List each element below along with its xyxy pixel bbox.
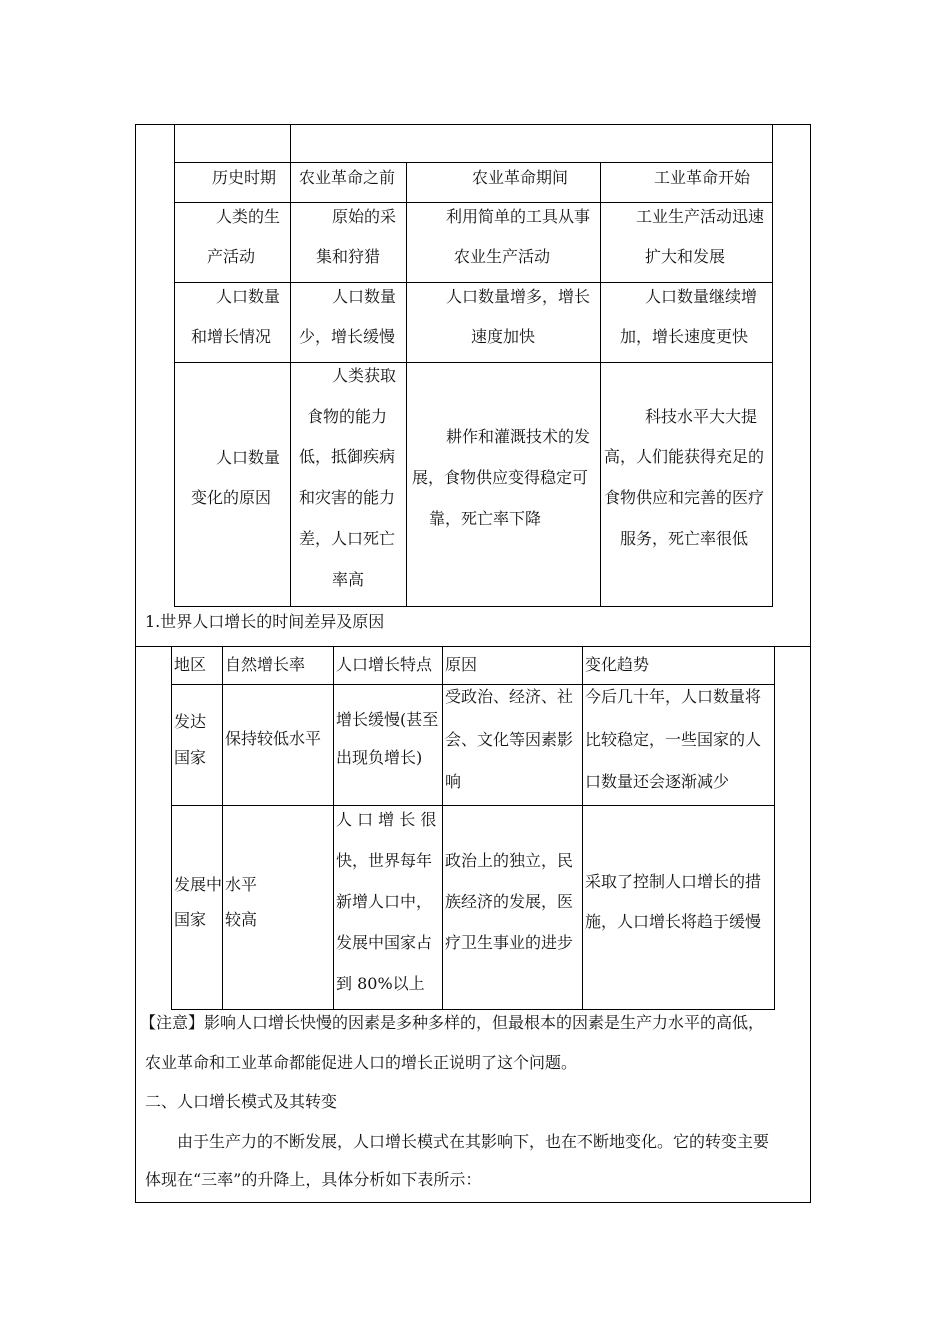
table-cell: 少，增长缓慢 (299, 327, 396, 346)
table-cell: 农业生产活动 (454, 247, 551, 266)
table-cell: 施，人口增长将趋于缓慢 (585, 912, 762, 931)
table-cell: 展，食物供应变得稳定可 (412, 468, 589, 487)
table-cell: 高，人们能获得充足的 (604, 447, 765, 466)
header-region: 地区 (174, 655, 207, 674)
table-cell: 加，增长速度更快 (620, 327, 749, 346)
table-cell: 扩大和发展 (645, 247, 726, 266)
table-cell: 人口数量 (332, 287, 397, 306)
header-pre-agricultural: 农业革命之前 (299, 168, 396, 187)
body-paragraph-line-1: 由于生产力的不断发展，人口增长模式在其影响下，也在不断地变化。它的转变主要 (177, 1132, 770, 1151)
header-natural-growth-rate: 自然增长率 (225, 655, 306, 674)
table-cell: 和灾害的能力 (299, 488, 396, 507)
table-cell: 人口数量继续增 (645, 287, 758, 306)
table-cell: 人口数量增多，增长 (446, 287, 591, 306)
header-period: 历史时期 (212, 168, 277, 187)
region-cell: 发展中 (174, 875, 223, 894)
row-label: 人类的生 (216, 207, 281, 226)
table-cell: 到 80%以上 (336, 974, 425, 993)
table-cell: 族经济的发展，医 (445, 892, 574, 911)
table-cell: 人类获取 (332, 366, 397, 385)
table-cell: 低，抵御疾病 (299, 447, 396, 466)
header-agricultural: 农业革命期间 (472, 168, 569, 187)
header-industrial: 工业革命开始 (654, 168, 751, 187)
table-cell: 今后几十年，人口数量将 (585, 687, 762, 706)
table-cell: 增长缓慢(甚至 (336, 710, 439, 729)
section1-title: 1.世界人口增长的时间差异及原因 (145, 612, 385, 631)
table-cell: 原始的采 (332, 207, 397, 226)
row-label: 人口数量 (216, 287, 281, 306)
note-line-1: 【注意】影响人口增长快慢的因素是多种多样的，但最根本的因素是生产力水平的高低， (140, 1013, 765, 1032)
table-cell: 靠，死亡率下降 (429, 509, 542, 528)
table-cell: 利用简单的工具从事 (446, 207, 591, 226)
table-cell: 快，世界每年 (336, 851, 433, 870)
table-cell: 政治上的独立，民 (445, 851, 574, 870)
table-cell: 疗卫生事业的进步 (445, 933, 574, 952)
table-cell: 食物的能力 (307, 407, 388, 426)
header-reason: 原因 (445, 655, 478, 674)
table-cell: 较高 (225, 910, 258, 929)
table-cell: 耕作和灌溉技术的发 (446, 427, 591, 446)
table-cell: 会、文化等因素影 (445, 730, 574, 749)
table-cell: 受政治、经济、社 (445, 687, 574, 706)
table-cell: 保持较低水平 (225, 729, 322, 748)
note-line-2: 农业革命和工业革命都能促进人口的增长正说明了这个问题。 (145, 1053, 578, 1072)
table-cell: 差，人口死亡 (299, 529, 396, 548)
body-paragraph-line-2: 体现在“三率”的升降上，具体分析如下表所示： (145, 1170, 482, 1189)
table-cell: 发展中国家占 (336, 933, 433, 952)
table-cell: 服务，死亡率很低 (620, 529, 749, 548)
table-cell: 食物供应和完善的医疗 (604, 488, 765, 507)
row-label: 和增长情况 (191, 327, 272, 346)
table-cell: 采取了控制人口增长的措 (585, 872, 762, 891)
table-cell: 水平 (225, 875, 258, 894)
table-cell: 人 口 增 长 很 (336, 810, 437, 829)
table-cell: 科技水平大大提 (645, 407, 758, 426)
row-label: 人口数量 (216, 448, 281, 467)
section2-title: 二、人口增长模式及其转变 (145, 1092, 338, 1111)
header-growth-feature: 人口增长特点 (336, 655, 433, 674)
row-label: 产活动 (207, 247, 256, 266)
region-cell: 国家 (174, 748, 207, 767)
row-label: 变化的原因 (191, 488, 272, 507)
table-cell: 出现负增长) (336, 748, 423, 767)
region-cell: 国家 (174, 910, 207, 929)
table-cell: 速度加快 (471, 327, 536, 346)
table-cell: 新增人口中， (336, 892, 433, 911)
header-trend: 变化趋势 (585, 655, 650, 674)
table-cell: 响 (445, 772, 462, 791)
table-cell: 口数量还会逐渐减少 (585, 772, 730, 791)
table-cell: 工业生产活动迅速 (636, 207, 765, 226)
table-cell: 率高 (332, 570, 365, 589)
table-cell: 集和狩猎 (316, 247, 381, 266)
region-cell: 发达 (174, 712, 207, 731)
table-cell: 比较稳定，一些国家的人 (585, 730, 762, 749)
